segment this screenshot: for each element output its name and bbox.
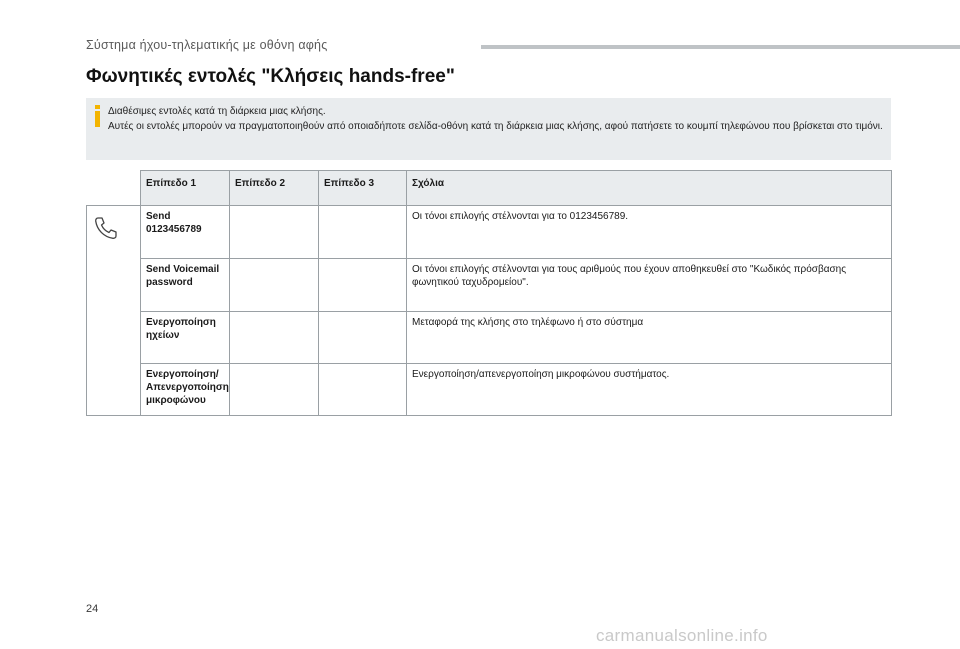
info-icon bbox=[94, 105, 101, 127]
header-rule bbox=[481, 45, 960, 49]
phone-icon bbox=[92, 214, 120, 242]
section-header: Σύστημα ήχου-τηλεματικής με οθόνη αφής bbox=[86, 38, 328, 52]
table-header-row bbox=[87, 171, 892, 206]
page-title: Φωνητικές εντολές "Κλήσεις hands-free" bbox=[86, 66, 455, 87]
page-number: 24 bbox=[86, 603, 99, 615]
info-line-1: Διαθέσιμες εντολές κατά τη διάρκεια μιας κλήσης. bbox=[108, 106, 326, 117]
row-level2 bbox=[230, 312, 319, 364]
table-row bbox=[87, 312, 892, 364]
commands-table bbox=[86, 170, 892, 416]
row-level2 bbox=[230, 206, 319, 259]
table-header-blank bbox=[87, 171, 141, 206]
table-header-level2: Επίπεδο 2 bbox=[230, 171, 319, 206]
phone-icon-cell bbox=[87, 206, 141, 416]
watermark: carmanualsonline.info bbox=[596, 626, 768, 645]
row-level3 bbox=[319, 259, 407, 312]
info-box bbox=[86, 98, 891, 160]
table-row bbox=[87, 364, 892, 416]
row-level3 bbox=[319, 206, 407, 259]
row-level3 bbox=[319, 364, 407, 416]
info-line-2: Αυτές οι εντολές μπορούν να πραγματοποιηθούν από οποιαδήποτε σελίδα-οθόνη κατά τη διάρκεια μιας κλήσης, αφού πατήσετε το κουμπί τηλεφώνου που βρίσκεται στο τιμόνι. bbox=[108, 121, 883, 132]
row-comment: Μεταφορά της κλήσης στο τηλέφωνο ή στο σύστημα bbox=[407, 312, 892, 364]
row-level1: Ενεργοποίηση/ Απενεργοποίηση μικροφώνου bbox=[141, 364, 230, 416]
row-comment: Οι τόνοι επιλογής στέλνονται για το 0123456789. bbox=[407, 206, 892, 259]
table-row bbox=[87, 259, 892, 312]
table-header-level1: Επίπεδο 1 bbox=[141, 171, 230, 206]
row-level3 bbox=[319, 312, 407, 364]
row-level2 bbox=[230, 364, 319, 416]
table-row bbox=[87, 206, 892, 259]
row-level1: Send Voicemail password bbox=[141, 259, 230, 312]
row-comment: Ενεργοποίηση/απενεργοποίηση μικροφώνου συστήματος. bbox=[407, 364, 892, 416]
row-comment: Οι τόνοι επιλογής στέλνονται για τους αριθμούς που έχουν αποθηκευθεί στο "Κωδικός πρόσβασης φωνητικού ταχυδρομείου". bbox=[407, 259, 892, 312]
row-level2 bbox=[230, 259, 319, 312]
row-level1: Send 0123456789 bbox=[141, 206, 230, 259]
table-header-level3: Επίπεδο 3 bbox=[319, 171, 407, 206]
row-level1: Ενεργοποίηση ηχείων bbox=[141, 312, 230, 364]
table-header-comments: Σχόλια bbox=[407, 171, 892, 206]
